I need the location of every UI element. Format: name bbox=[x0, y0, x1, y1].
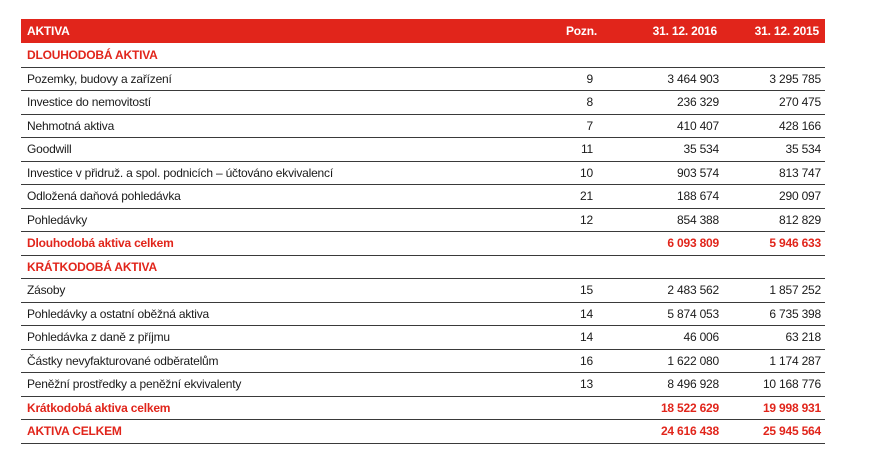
row-value-2015: 270 475 bbox=[723, 91, 825, 115]
row-label: AKTIVA CELKEM bbox=[21, 420, 541, 444]
row-note: 10 bbox=[541, 161, 611, 185]
row-value-2015: 428 166 bbox=[723, 114, 825, 138]
row-note: 14 bbox=[541, 302, 611, 326]
row-note: 15 bbox=[541, 279, 611, 303]
section-header-row bbox=[21, 44, 825, 68]
row-note: 14 bbox=[541, 326, 611, 350]
row-value-2015 bbox=[723, 44, 825, 68]
row-value-2016: 1 622 080 bbox=[611, 349, 723, 373]
table-row bbox=[21, 302, 825, 326]
table-row bbox=[21, 91, 825, 115]
table-row bbox=[21, 208, 825, 232]
row-value-2015: 19 998 931 bbox=[723, 396, 825, 420]
row-note bbox=[541, 255, 611, 279]
row-note bbox=[541, 420, 611, 444]
row-value-2015: 290 097 bbox=[723, 185, 825, 209]
table-body bbox=[21, 44, 825, 444]
row-value-2016: 8 496 928 bbox=[611, 373, 723, 397]
row-value-2016: 188 674 bbox=[611, 185, 723, 209]
row-value-2015: 35 534 bbox=[723, 138, 825, 162]
row-value-2016: 2 483 562 bbox=[611, 279, 723, 303]
row-note: 13 bbox=[541, 373, 611, 397]
table-row bbox=[21, 373, 825, 397]
table-row bbox=[21, 161, 825, 185]
row-value-2015: 1 857 252 bbox=[723, 279, 825, 303]
row-value-2016 bbox=[611, 255, 723, 279]
row-label: Pozemky, budovy a zařízení bbox=[21, 67, 541, 91]
table-row bbox=[21, 67, 825, 91]
row-label: Pohledávky a ostatní oběžná aktiva bbox=[21, 302, 541, 326]
row-label: Částky nevyfakturované odběratelům bbox=[21, 349, 541, 373]
row-value-2015: 6 735 398 bbox=[723, 302, 825, 326]
row-note: 8 bbox=[541, 91, 611, 115]
row-label: Pohledávky bbox=[21, 208, 541, 232]
row-value-2016: 5 874 053 bbox=[611, 302, 723, 326]
assets-table bbox=[21, 19, 825, 444]
row-value-2016: 854 388 bbox=[611, 208, 723, 232]
row-note: 21 bbox=[541, 185, 611, 209]
row-note bbox=[541, 232, 611, 256]
row-label: Nehmotná aktiva bbox=[21, 114, 541, 138]
row-value-2016: 410 407 bbox=[611, 114, 723, 138]
header-note: Pozn. bbox=[541, 19, 611, 44]
row-value-2015: 813 747 bbox=[723, 161, 825, 185]
row-value-2016: 6 093 809 bbox=[611, 232, 723, 256]
table-row bbox=[21, 349, 825, 373]
total-row bbox=[21, 232, 825, 256]
row-value-2015: 1 174 287 bbox=[723, 349, 825, 373]
row-value-2016: 46 006 bbox=[611, 326, 723, 350]
table-row bbox=[21, 279, 825, 303]
header-aktiva: AKTIVA bbox=[21, 19, 541, 44]
row-label: Pohledávka z daně z příjmu bbox=[21, 326, 541, 350]
row-note bbox=[541, 396, 611, 420]
row-note bbox=[541, 44, 611, 68]
row-value-2016 bbox=[611, 44, 723, 68]
row-note: 12 bbox=[541, 208, 611, 232]
row-note: 11 bbox=[541, 138, 611, 162]
table-row bbox=[21, 138, 825, 162]
row-value-2015: 25 945 564 bbox=[723, 420, 825, 444]
row-note: 16 bbox=[541, 349, 611, 373]
total-row bbox=[21, 396, 825, 420]
table-row bbox=[21, 326, 825, 350]
header-year-2015: 31. 12. 2015 bbox=[723, 19, 825, 44]
row-label: Dlouhodobá aktiva celkem bbox=[21, 232, 541, 256]
table-row bbox=[21, 114, 825, 138]
row-label: Goodwill bbox=[21, 138, 541, 162]
row-value-2016: 35 534 bbox=[611, 138, 723, 162]
row-value-2015: 63 218 bbox=[723, 326, 825, 350]
table-header-row bbox=[21, 19, 825, 44]
table-row bbox=[21, 185, 825, 209]
row-value-2015: 812 829 bbox=[723, 208, 825, 232]
row-value-2016: 236 329 bbox=[611, 91, 723, 115]
row-value-2015 bbox=[723, 255, 825, 279]
row-note: 7 bbox=[541, 114, 611, 138]
row-value-2016: 18 522 629 bbox=[611, 396, 723, 420]
balance-sheet-assets bbox=[21, 19, 825, 444]
row-value-2016: 3 464 903 bbox=[611, 67, 723, 91]
row-label: Peněžní prostředky a peněžní ekvivalenty bbox=[21, 373, 541, 397]
row-value-2016: 24 616 438 bbox=[611, 420, 723, 444]
row-label: Krátkodobá aktiva celkem bbox=[21, 396, 541, 420]
section-header-row bbox=[21, 255, 825, 279]
row-label: Zásoby bbox=[21, 279, 541, 303]
row-label: KRÁTKODOBÁ AKTIVA bbox=[21, 255, 541, 279]
row-value-2015: 5 946 633 bbox=[723, 232, 825, 256]
row-label: Investice do nemovitostí bbox=[21, 91, 541, 115]
row-value-2015: 3 295 785 bbox=[723, 67, 825, 91]
row-value-2016: 903 574 bbox=[611, 161, 723, 185]
row-label: DLOUHODOBÁ AKTIVA bbox=[21, 44, 541, 68]
row-label: Odložená daňová pohledávka bbox=[21, 185, 541, 209]
header-year-2016: 31. 12. 2016 bbox=[611, 19, 723, 44]
row-label: Investice v přidruž. a spol. podnicích – účtováno ekvivalencí bbox=[21, 161, 541, 185]
row-note: 9 bbox=[541, 67, 611, 91]
total-row bbox=[21, 420, 825, 444]
row-value-2015: 10 168 776 bbox=[723, 373, 825, 397]
